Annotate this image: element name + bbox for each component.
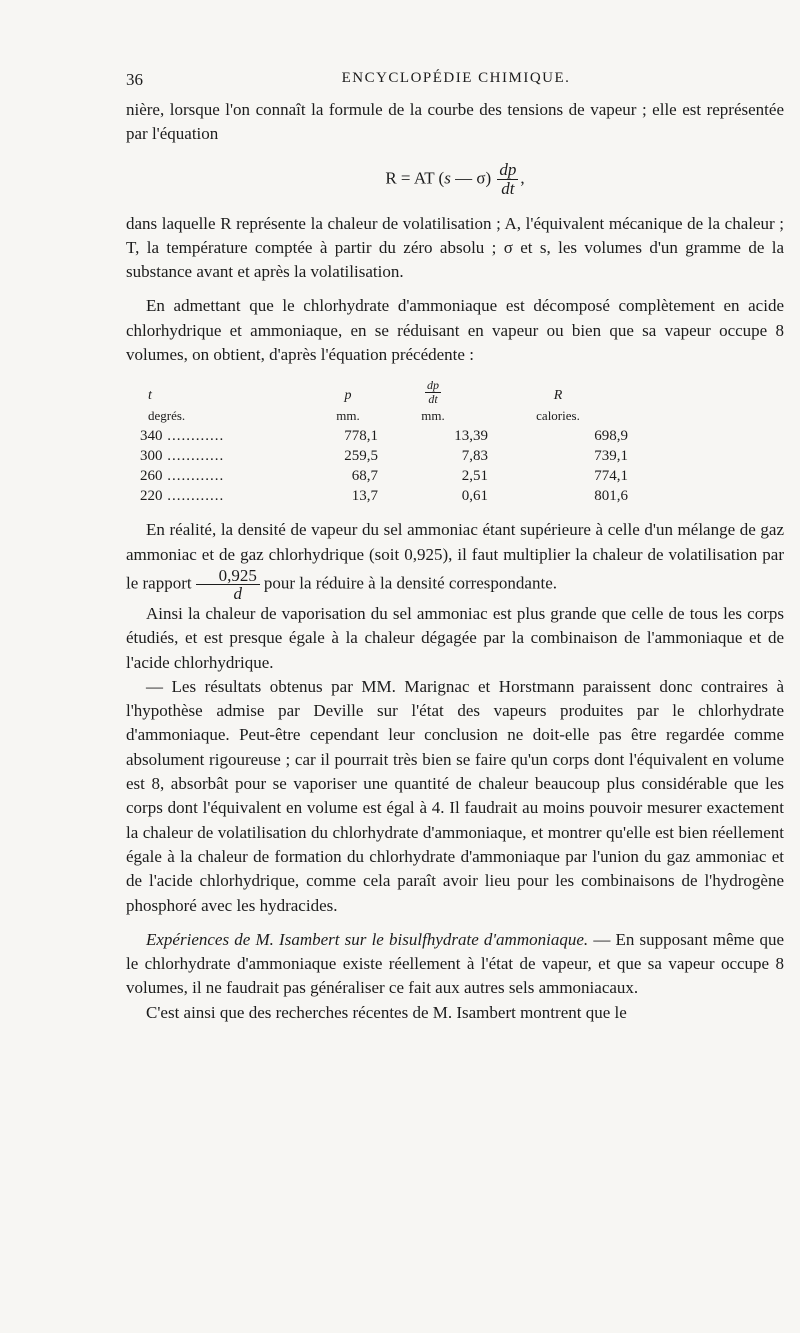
cell-t: 300 ..... [140, 448, 224, 464]
cell-t: 260 ..... [140, 468, 224, 484]
equation-denominator: dt [501, 178, 515, 198]
unit-mm-p: mm. [336, 408, 360, 424]
equation-numerator: dp [499, 159, 517, 179]
equation-lhs: R = AT ( [385, 168, 445, 187]
cell-dpdt: 0,61 [461, 488, 488, 505]
equation-volatilisation [126, 161, 784, 198]
equation-minus-sigma: — σ) [450, 168, 496, 187]
density-text-a: En réalité, la densité de vapeur du sel ammoniac étant supérieure à celle d'un mélange de gaz ammoniac et de gaz chlorhydrique (soit 0,925), il faut multiplier la chaleur de volatilisation par le rapport [126, 520, 784, 593]
cell-dpdt: 7,83 [461, 448, 488, 465]
equation-tail: , [520, 168, 525, 187]
cell-t: 340 ..... [140, 428, 224, 444]
table-row [140, 486, 628, 506]
cell-R: 774,1 [594, 468, 628, 485]
density-text-b: pour la réduire à la densité correspondante. [263, 573, 557, 593]
table-row [140, 446, 628, 466]
page-number: 36 [126, 70, 143, 89]
ratio-denominator: d [233, 583, 242, 603]
unit-calories: calories. [536, 408, 580, 424]
symbol-p: p [344, 388, 352, 404]
unit-degres: degrés. [148, 408, 186, 424]
paragraph-marignac-horstmann: — Les résultats obtenus par MM. Marignac et Horstmann paraissent donc contraires à l'hypothèse admise par Deville sur l'état des vapeurs produites par le chlorhydrate d'ammoniaque. Peut-être cependant leur conclusion ne doit-elle pas être regardée comme absolument rigoureuse ; car il pourrait très bien se faire qu'un corps dont l'équivalent en volume est 8, absorbât pour se vaporiser une quantité de chaleur beaucoup plus considérable que les corps dont l'équivalent en volume est égal à 4. Il faudrait au moins pouvoir mesurer exactement la chaleur de volatilisation du chlorhydrate d'ammoniaque, et montrer qu'elle est bien réellement égale à la chaleur de formation du chlorhydrate d'ammoniaque par l'union du gaz ammoniac et de l'acide chlorhydrique, comme cela paraît avoir lieu pour les combinaisons de l'hydrogène phosphoré avec les hydracides. [126, 676, 784, 915]
section-title-isambert: Expériences de M. Isambert sur le bisulfhydrate d'ammoniaque. [146, 929, 589, 949]
body-text [126, 98, 784, 1025]
paragraph-continuation: nière, lorsque l'on connaît la formule de la courbe des tensions de vapeur ; elle est représentée par l'équation [126, 100, 784, 144]
paragraph-hypothesis: En admettant que le chlorhydrate d'ammoniaque est décomposé complètement en acide chlorhydrique et ammoniaque, en se réduisant en vapeur ou bien que sa vapeur occupe 8 volumes, on obtient, d'après l'équation précédente : [126, 296, 784, 365]
cell-p: 13,7 [351, 488, 378, 505]
isambert-body: — En supposant même que le chlorhydrate d'ammoniaque existe réellement à l'état de vapeur, et que sa vapeur occupe 8 volumes, il ne faudrait pas généraliser ce fait aux autres sels ammoniacaux. [126, 929, 784, 998]
table-unit-row [140, 406, 628, 426]
symbol-dp-dt [425, 379, 441, 406]
cell-t: 220 ..... [140, 488, 224, 504]
table-symbol-row [140, 379, 628, 406]
cell-p: 68,7 [351, 468, 378, 485]
results-table [140, 379, 628, 506]
cell-R: 698,9 [594, 428, 628, 445]
paragraph-final: C'est ainsi que des recherches récentes de M. Isambert montrent que le [146, 1002, 627, 1022]
symbol-R: R [553, 388, 563, 404]
table-row [140, 426, 628, 446]
table-row [140, 466, 628, 486]
paragraph-density [126, 518, 784, 602]
equation-s: s [444, 168, 451, 187]
symbol-dt: dt [428, 392, 438, 407]
symbol-t: t [148, 388, 152, 404]
paragraph-conclusion: Ainsi la chaleur de vaporisation du sel ammoniac est plus grande que celle de tous les corps étudiés, et est presque égale à la chaleur dégagée par la combinaison de l'ammoniaque et de l'acide chlorhydrique. [126, 603, 784, 672]
equation-fraction [497, 161, 518, 198]
cell-R: 801,6 [594, 488, 628, 505]
ratio-fraction [196, 567, 260, 602]
cell-p: 778,1 [344, 428, 378, 445]
paragraph-isambert [126, 928, 784, 1001]
running-title: ENCYCLOPÉDIE CHIMIQUE. [341, 70, 571, 86]
cell-dpdt: 13,39 [454, 428, 488, 445]
unit-mm-dpdt: mm. [421, 408, 445, 424]
cell-p: 259,5 [344, 448, 378, 465]
symbol-dp: dp [427, 378, 439, 393]
ratio-numerator: 0,925 [196, 567, 260, 585]
cell-R: 739,1 [594, 448, 628, 465]
paragraph-definitions: dans laquelle R représente la chaleur de volatilisation ; A, l'équivalent mécanique de la chaleur ; T, la température comptée à partir du zéro absolu ; σ et s, les volumes d'un gramme de la substance avant et après la volatilisation. [126, 213, 784, 282]
page-header [126, 70, 786, 94]
cell-dpdt: 2,51 [461, 468, 488, 485]
